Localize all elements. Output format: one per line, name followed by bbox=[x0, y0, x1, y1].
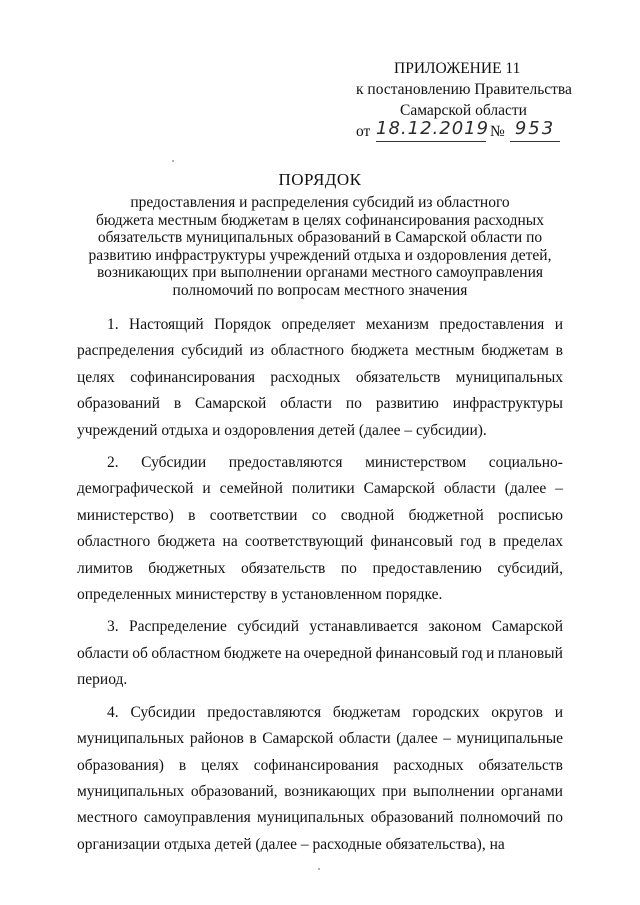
word: Настоящий bbox=[129, 316, 204, 333]
word: на bbox=[489, 835, 505, 853]
paragraph-1 bbox=[77, 312, 563, 444]
subtitle-line: предоставления и распределения субсидий из областного bbox=[130, 194, 510, 211]
word: софинансирования bbox=[253, 756, 379, 774]
word: области bbox=[443, 480, 496, 498]
word: – bbox=[300, 835, 309, 853]
word: образований bbox=[370, 809, 454, 827]
word: – bbox=[443, 730, 452, 748]
word: по bbox=[546, 809, 563, 827]
paragraph-line bbox=[77, 503, 563, 529]
paragraph-line bbox=[77, 832, 563, 858]
word: бюджетам bbox=[481, 342, 549, 360]
word: 2. bbox=[107, 454, 119, 472]
word: областного bbox=[270, 342, 345, 360]
word: законом bbox=[428, 618, 482, 636]
paragraph-line bbox=[77, 753, 563, 779]
word: в bbox=[178, 756, 187, 774]
word: отдыха bbox=[164, 835, 211, 853]
paragraph-line bbox=[77, 476, 563, 502]
word: (далее bbox=[504, 480, 547, 498]
word: области bbox=[338, 730, 391, 748]
word: расходных bbox=[270, 368, 341, 386]
word: Порядок bbox=[214, 316, 272, 333]
word: (далее bbox=[396, 730, 438, 748]
word: городских bbox=[412, 703, 480, 721]
paragraph-line bbox=[77, 641, 563, 667]
annex-header bbox=[330, 58, 600, 145]
scan-speck bbox=[318, 868, 320, 870]
word: пределах bbox=[503, 533, 563, 551]
word: по bbox=[340, 559, 357, 577]
word: обязательств bbox=[240, 559, 326, 577]
paragraph-line bbox=[77, 779, 563, 805]
word: политики bbox=[291, 480, 355, 498]
word: министерством bbox=[365, 454, 467, 472]
word: муниципальных bbox=[77, 782, 185, 800]
word: области bbox=[77, 644, 129, 662]
word: устанавливается bbox=[309, 618, 419, 636]
word: полномочий bbox=[459, 809, 541, 827]
word: на bbox=[284, 644, 301, 662]
word: соответствующий bbox=[244, 533, 364, 551]
word: субсидий bbox=[181, 342, 243, 360]
word: год bbox=[460, 533, 482, 551]
word: инфраструктуры bbox=[452, 395, 563, 413]
word: лимитов bbox=[77, 559, 133, 577]
word: предоставлению bbox=[372, 559, 482, 577]
word: бюджета bbox=[157, 533, 216, 551]
word: Субсидии bbox=[141, 454, 207, 472]
paragraph-line bbox=[77, 700, 563, 726]
word: образования) bbox=[77, 756, 164, 774]
word: образований bbox=[77, 395, 160, 413]
word: развитию bbox=[375, 395, 439, 413]
word: субсидий, bbox=[497, 559, 563, 577]
word: период. bbox=[77, 671, 128, 689]
subtitle-line: бюджета местным бюджетам в целях софинансирования расходных bbox=[96, 211, 544, 229]
paragraph-line bbox=[77, 450, 563, 476]
annex-reference: к постановлению Правительства bbox=[356, 81, 572, 98]
document-title: ПОРЯДОК bbox=[278, 170, 362, 189]
word: 3. bbox=[107, 618, 119, 636]
paragraph-3 bbox=[77, 614, 563, 693]
paragraph-line bbox=[77, 805, 563, 831]
word: муниципальные bbox=[456, 730, 563, 748]
word: и bbox=[202, 480, 211, 498]
word: Самарской bbox=[195, 395, 267, 413]
word: в bbox=[173, 395, 182, 413]
word: семейной bbox=[219, 480, 283, 498]
word: областном bbox=[151, 644, 221, 662]
word: области bbox=[280, 395, 332, 413]
word: определяет bbox=[281, 316, 356, 333]
scan-speck bbox=[172, 160, 174, 162]
word: на bbox=[222, 533, 238, 551]
word: Распределение bbox=[128, 618, 227, 636]
word: выполнении bbox=[413, 782, 495, 800]
word: об bbox=[132, 644, 148, 662]
paragraph-line bbox=[77, 312, 563, 338]
word: бюджетам bbox=[332, 703, 401, 721]
document-subtitle bbox=[60, 194, 580, 299]
word: субсидий bbox=[237, 618, 300, 636]
word: обязательства), bbox=[385, 835, 486, 853]
word: финансовый bbox=[375, 644, 459, 662]
word: муниципальных bbox=[455, 368, 563, 386]
paragraph-line bbox=[77, 582, 563, 608]
word: год bbox=[461, 644, 483, 662]
word: из bbox=[249, 342, 264, 360]
word: обязательств bbox=[355, 368, 441, 386]
handwritten-number: 953 bbox=[510, 117, 560, 142]
word: и bbox=[554, 316, 563, 333]
subtitle-line: развитию инфраструктуры учреждений отдыха и оздоровления детей, bbox=[88, 246, 552, 264]
subtitle-line: полномочий по вопросам местного значения bbox=[172, 281, 468, 299]
word: расходные bbox=[312, 835, 382, 853]
word: обязательств bbox=[478, 756, 563, 774]
word: в bbox=[488, 533, 496, 551]
word: бюджетной bbox=[408, 506, 484, 524]
word: Самарской bbox=[363, 480, 435, 498]
word: росписью bbox=[498, 506, 563, 524]
word: местного bbox=[77, 809, 138, 827]
word: детей bbox=[214, 835, 252, 853]
word: районов bbox=[189, 730, 244, 748]
paragraph-line bbox=[77, 418, 563, 444]
word: бюджете bbox=[223, 644, 282, 662]
word: организации bbox=[77, 835, 161, 853]
word: в bbox=[555, 342, 563, 360]
paragraph-line bbox=[77, 614, 563, 640]
word: очередной bbox=[303, 644, 373, 662]
word: 4. bbox=[107, 703, 119, 721]
subtitle-line: обязательств муниципальных образований в Самарской области по bbox=[97, 229, 543, 246]
word: со bbox=[311, 506, 327, 524]
word: возникающих bbox=[284, 782, 376, 800]
word: сводной bbox=[340, 506, 395, 524]
word: и bbox=[486, 644, 495, 662]
word: предоставляются bbox=[207, 703, 322, 721]
word: Самарской bbox=[262, 730, 334, 748]
paragraph-line bbox=[77, 338, 563, 364]
word: и bbox=[554, 703, 563, 721]
word: в bbox=[188, 506, 196, 524]
word: (далее bbox=[255, 835, 297, 853]
word: бюджета bbox=[350, 342, 409, 360]
word: финансовый bbox=[370, 533, 453, 551]
word: Самарской bbox=[491, 618, 563, 636]
paragraph-line bbox=[77, 365, 563, 391]
word: округов bbox=[491, 703, 543, 721]
paragraph-2 bbox=[77, 450, 563, 608]
paragraph-line bbox=[77, 726, 563, 752]
word: софинансирования bbox=[130, 368, 255, 386]
word: распределения bbox=[77, 342, 175, 360]
word: целях bbox=[77, 368, 115, 386]
word: предоставляются bbox=[228, 454, 343, 472]
word: учреждений отдыха и оздоровления детей (далее – субсидии). bbox=[77, 421, 487, 439]
word: – bbox=[555, 480, 563, 498]
handwritten-date: 18.12.2019 bbox=[376, 117, 486, 142]
date-label: от bbox=[356, 123, 371, 140]
word: образований, bbox=[190, 782, 278, 800]
subtitle-line: возникающих при выполнении органами местного самоуправления bbox=[96, 264, 544, 281]
word: 1. bbox=[107, 316, 119, 333]
word: муниципальных bbox=[77, 730, 185, 748]
paragraph-line bbox=[77, 667, 563, 693]
word: бюджетных bbox=[148, 559, 226, 577]
word: в bbox=[249, 730, 257, 748]
word: плановый bbox=[497, 644, 563, 662]
word: местным bbox=[415, 342, 475, 360]
word: самоуправления bbox=[143, 809, 251, 827]
word: Субсидии bbox=[130, 703, 196, 721]
word: предоставления bbox=[439, 316, 545, 333]
word: социально- bbox=[488, 454, 563, 472]
word: при bbox=[382, 782, 407, 800]
word: демографической bbox=[77, 480, 194, 498]
annex-title: ПРИЛОЖЕНИЕ 11 bbox=[394, 60, 521, 77]
word: органами bbox=[500, 782, 563, 800]
paragraph-line bbox=[77, 556, 563, 582]
document-body bbox=[77, 312, 563, 864]
word: областного bbox=[77, 533, 151, 551]
paragraph-line bbox=[77, 529, 563, 555]
word: соответствии bbox=[209, 506, 298, 524]
number-label: № bbox=[490, 123, 505, 140]
annex-date-number bbox=[330, 118, 600, 145]
word: определенных министерству в установленном порядке. bbox=[77, 586, 443, 604]
word: расходных bbox=[393, 756, 464, 774]
paragraph-4 bbox=[77, 700, 563, 858]
word: целях bbox=[201, 756, 239, 774]
word: по bbox=[345, 395, 362, 413]
word: механизм bbox=[365, 316, 429, 333]
word: муниципальных bbox=[257, 809, 365, 827]
paragraph-line bbox=[77, 391, 563, 417]
word: министерство) bbox=[77, 506, 174, 524]
annex-region: Самарской области bbox=[400, 102, 527, 119]
